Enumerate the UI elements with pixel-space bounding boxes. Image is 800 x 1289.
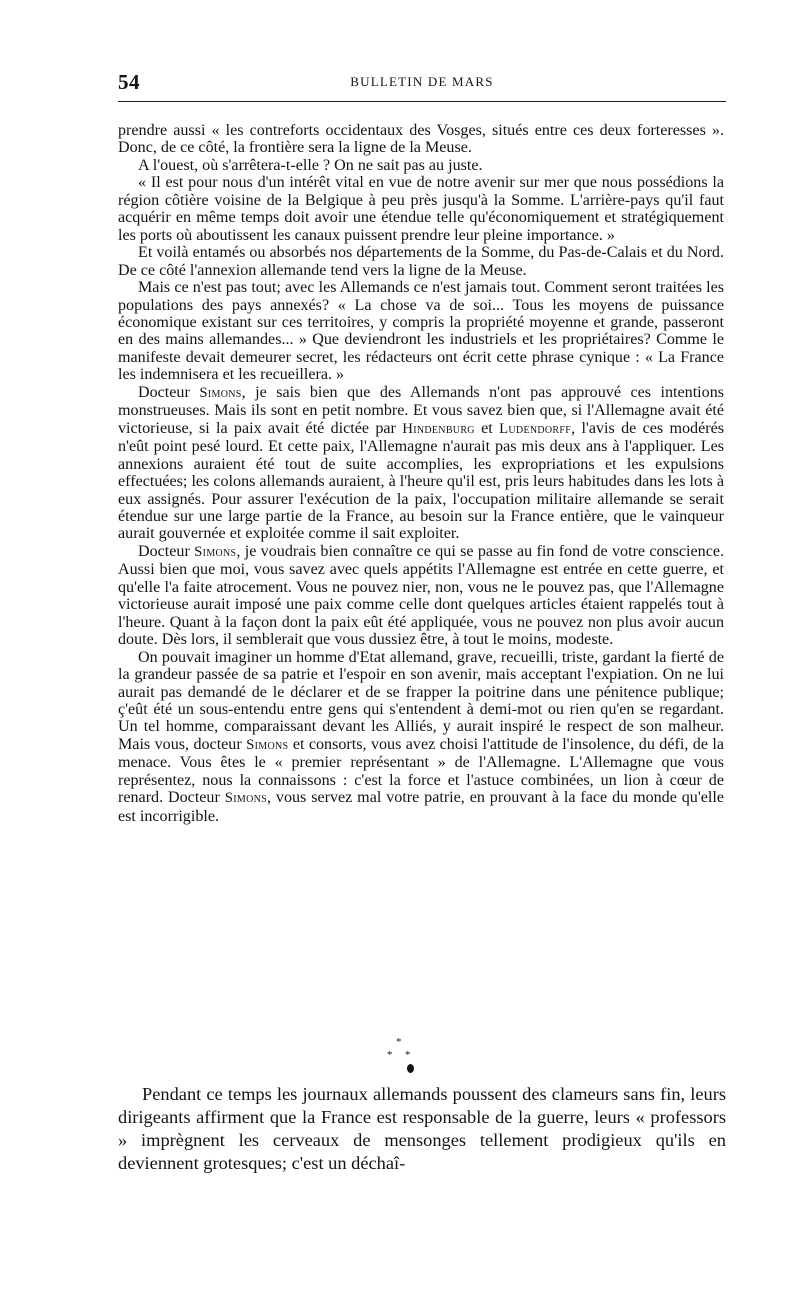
paragraph — [118, 649, 724, 826]
header-rule — [118, 101, 726, 102]
ink-mark — [407, 1064, 414, 1073]
text-run: et consorts, vous avez choisi l'attitude de l'insolence, du défi, de la menace. Vous êtes le « premier représentant » de l'Allemagne. L'Allemagne que vous représentez, nous la connaissons : c'est la force et l'astuce combinées, un lion à cœur de renard. Docteur — [118, 735, 724, 807]
text-run: Docteur — [138, 542, 195, 560]
paragraph — [118, 384, 724, 543]
page-header — [118, 70, 726, 100]
asterism-ornament — [380, 1036, 460, 1080]
person-name: Simons — [246, 736, 289, 753]
person-name: Simons — [224, 790, 267, 807]
text-run: , je voudrais bien connaître ce qui se passe au fin fond de votre conscience. Aussi bien que moi, vous savez avec quels appétits l'Allemagne est entrée en cette guerre, et qu'elle l'a faite atrocement. Vous ne pouvez nier, non, vous ne le pouvez pas, que l'Allemagne victorieuse aurait imposé une paix comme celle dont quelques articles étaient rappelés tout à l'heure. Quant à la façon dont la paix eût été appliquée, vous ne pouvez non plus avoir aucun doute. Dès lors, il semblerait que vous dussiez être, à tout le moins, modeste. — [118, 542, 725, 649]
paragraph: A l'ouest, où s'arrêtera-t-elle ? On ne sait pas au juste. — [138, 156, 483, 174]
page-number: 54 — [118, 70, 140, 94]
text-run: et — [474, 419, 500, 437]
paragraph: prendre aussi « les contreforts occidentaux des Vosges, situés entre ces deux forteresses ». Donc, de ce côté, la frontière sera la ligne de la Meuse. — [118, 122, 724, 157]
text-run: On pouvait imaginer un homme d'Etat allemand, grave, recueilli, triste, gardant la fierté de la grandeur passée de sa patrie et l'espoir en son avenir, mais acceptant l'expiation. On ne lui aurait pas demandé de le déclarer et de se frapper la poitrine dans une pénitence publique; ç'eût été un sous-entendu entre gens qui s'entendent à demi-mot ou rien qu'en se regardant. Un tel homme, comparaissant devant les Alliés, y aurait inspiré le respect de son malheur. Mais vous, docteur — [118, 648, 724, 753]
paragraph: Mais ce n'est pas tout; avec les Allemands ce n'est jamais tout. Comment seront traitées les populations des pays annexés? « La chose va de soi... Tous les moyens de puissance économique existant sur ces territoires, y compris la propriété moyenne et grande, passeront en des mains allemandes... » Que deviendront les industriels et les propriétaires? Comme le manifeste devait demeurer secret, les rédacteurs ont écrit cette phrase cynique : « La France les indemnisera et les recueillera. » — [118, 279, 724, 384]
person-name: Hindenburg — [402, 420, 475, 437]
person-name: Simons — [199, 384, 242, 401]
body-text — [118, 122, 724, 825]
running-head: BULLETIN DE MARS — [350, 74, 494, 89]
asterisk: * — [405, 1049, 411, 1061]
text-run: Docteur — [138, 383, 200, 401]
paragraph — [118, 543, 724, 649]
paragraph: « Il est pour nous d'un intérêt vital en vue de notre avenir sur mer que nous possédions la région côtière voisine de la Belgique à peu près jusqu'à la Somme. L'arrière-pays qu'il faut acquérir en même temps doit avoir une étendue telle qu'économiquement et stratégiquement les ports où aboutissent les canaux puissent prendre leur pleine importance. » — [118, 174, 724, 244]
asterisk: * — [396, 1036, 402, 1048]
text-run: , vous servez mal votre patrie, en prouvant à la face du monde qu'elle est incorrigible. — [118, 789, 724, 825]
text-run: , je sais bien que des Allemands n'ont pas approuvé ces intentions monstrueuses. Mais ils sont en petit nombre. Et vous savez bien que, si l'Allemagne avait été victorieuse, si la paix avait été dictée par — [118, 383, 724, 437]
text-run: , l'avis de ces modérés n'eût point pesé lourd. Et cette paix, l'Allemagne n'aurait pas mis deux ans à l'appliquer. Les annexions auraient été tout de suite accomplies, les expropriations et les expulsions effectuées; les colons allemands auraient, à l'heure qu'il est, pris leurs habitudes dans les lots à eux assignés. Pour assurer l'exécution de la paix, l'occupation militaire allemande se serait étendue sur une large partie de la France, au besoin sur la France entière, que le vainqueur aurait gouvernée et exploitée comme il sait exploiter. — [118, 419, 724, 543]
person-name: Simons — [194, 543, 237, 560]
closing-text — [118, 1083, 726, 1175]
asterisk: * — [387, 1049, 393, 1061]
paragraph: Et voilà entamés ou absorbés nos départements de la Somme, du Pas-de-Calais et du Nord. De ce côté l'annexion allemande tend vers la ligne de la Meuse. — [118, 244, 724, 279]
person-name: Ludendorff — [499, 420, 572, 437]
paragraph: Pendant ce temps les journaux allemands poussent des clameurs sans fin, leurs dirigeants affirment que la France est responsable de la guerre, leurs « professors » imprègnent les cerveaux de mensonges tellement prodigieux qu'ils en deviennent grotesques; c'est un déchaî- — [118, 1084, 726, 1173]
